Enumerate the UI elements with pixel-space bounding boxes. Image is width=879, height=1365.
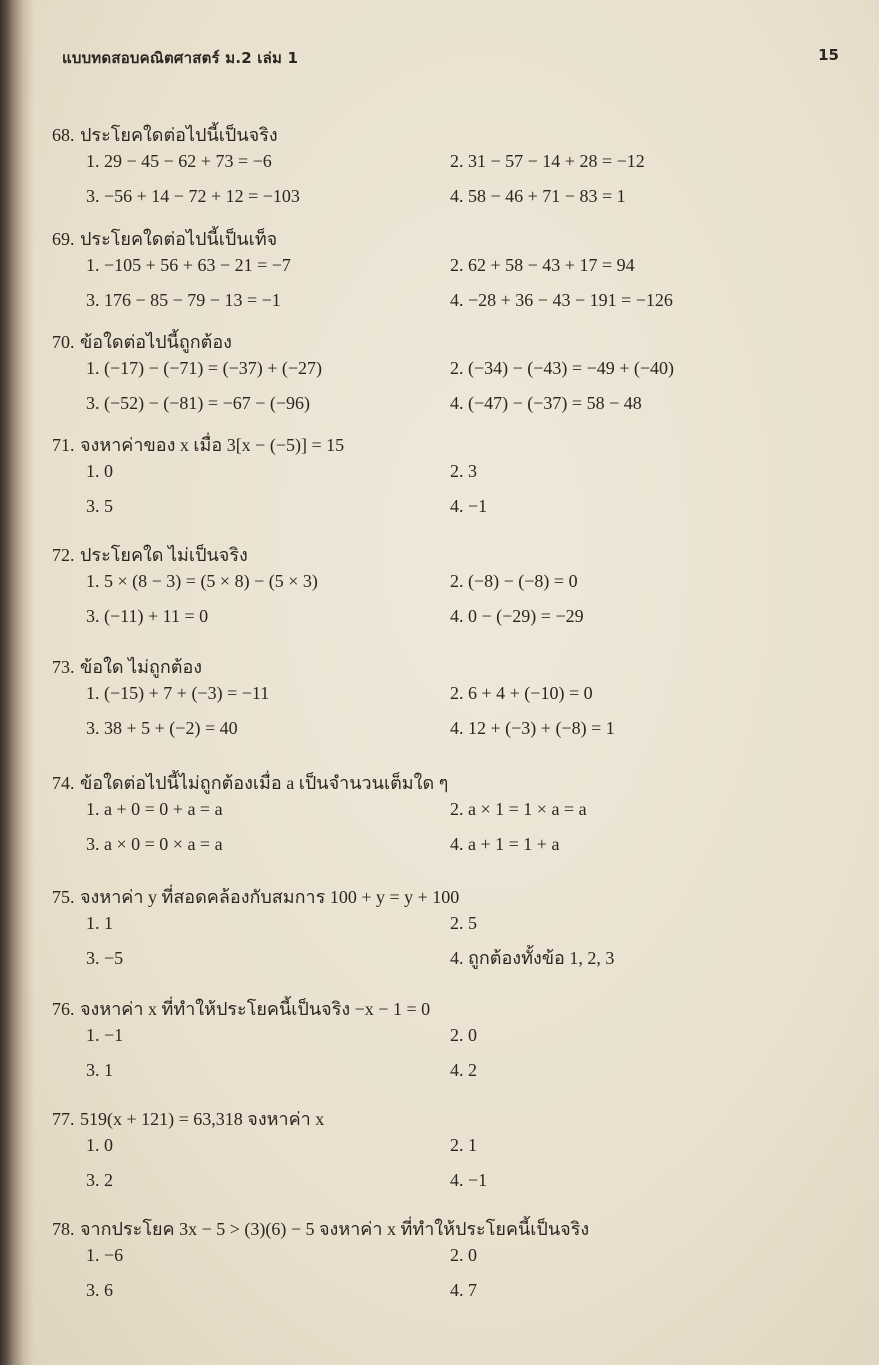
question-number: 75. [52,887,75,907]
question-text: ประโยคใดต่อไปนี้เป็นเท็จ [80,229,278,249]
option-4: 4. a + 1 = 1 + a [450,834,560,854]
question-number: 77. [52,1109,75,1129]
option-3: 3. −56 + 14 − 72 + 12 = −103 [86,186,300,206]
question-69 [52,228,852,324]
option-3: 3. 2 [86,1170,113,1190]
question-number: 74. [52,773,75,793]
question-text: ข้อใด ไม่ถูกต้อง [80,657,203,677]
option-4: 4. −1 [450,496,488,516]
option-3: 3. (−11) + 11 = 0 [86,606,209,626]
option-2: 2. 0 [450,1245,477,1265]
option-1: 1. a + 0 = 0 + a = a [86,799,223,819]
question-76 [52,998,852,1094]
question-77 [52,1108,852,1204]
question-number: 68. [52,125,75,145]
option-1: 1. (−15) + 7 + (−3) = −11 [86,683,270,703]
question-70 [52,331,852,427]
option-3: 3. 176 − 85 − 79 − 13 = −1 [86,290,281,310]
question-text: ประโยคใดต่อไปนี้เป็นจริง [80,125,278,145]
question-number: 73. [52,657,75,677]
question-text: จงหาค่า x ที่ทำให้ประโยคนี้เป็นจริง −x − 1 = 0 [80,999,431,1019]
option-1: 1. −105 + 56 + 63 − 21 = −7 [86,255,291,275]
option-2: 2. 1 [450,1135,477,1155]
option-4: 4. 58 − 46 + 71 − 83 = 1 [450,186,626,206]
option-2: 2. 62 + 58 − 43 + 17 = 94 [450,255,635,275]
question-number: 76. [52,999,75,1019]
question-number: 78. [52,1219,75,1239]
option-1: 1. −1 [86,1025,124,1045]
option-4: 4. 0 − (−29) = −29 [450,606,584,626]
question-text: จงหาค่าของ x เมื่อ 3[x − (−5)] = 15 [80,435,345,455]
question-68 [52,124,852,220]
option-4: 4. 7 [450,1280,477,1300]
option-1: 1. 5 × (8 − 3) = (5 × 8) − (5 × 3) [86,571,318,591]
question-78 [52,1218,852,1314]
option-3: 3. 6 [86,1280,113,1300]
option-4: 4. −1 [450,1170,488,1190]
book-title: แบบทดสอบคณิตศาสตร์ ม.2 เล่ม 1 [62,49,299,67]
book-spine-shadow [0,0,34,1365]
option-1: 1. 0 [86,461,113,481]
option-3: 3. 1 [86,1060,113,1080]
option-4: 4. ถูกต้องทั้งข้อ 1, 2, 3 [450,948,615,968]
option-1: 1. 0 [86,1135,113,1155]
option-3: 3. a × 0 = 0 × a = a [86,834,223,854]
option-1: 1. (−17) − (−71) = (−37) + (−27) [86,358,323,378]
option-3: 3. 38 + 5 + (−2) = 40 [86,718,238,738]
question-number: 72. [52,545,75,565]
question-text: ข้อใดต่อไปนี้ถูกต้อง [80,332,232,352]
option-2: 2. 3 [450,461,477,481]
question-71 [52,434,852,530]
question-text: ประโยคใด ไม่เป็นจริง [80,545,248,565]
option-4: 4. −28 + 36 − 43 − 191 = −126 [450,290,673,310]
option-2: 2. 31 − 57 − 14 + 28 = −12 [450,151,645,171]
option-3: 3. 5 [86,496,113,516]
page-header [62,46,839,70]
option-2: 2. 5 [450,913,477,933]
page-number: 15 [818,46,839,64]
option-4: 4. 12 + (−3) + (−8) = 1 [450,718,615,738]
option-1: 1. 29 − 45 − 62 + 73 = −6 [86,151,272,171]
question-72 [52,544,852,640]
option-2: 2. 0 [450,1025,477,1045]
option-4: 4. 2 [450,1060,477,1080]
question-text: ข้อใดต่อไปนี้ไม่ถูกต้องเมื่อ a เป็นจำนวนเต็มใด ๆ [80,773,449,793]
option-1: 1. −6 [86,1245,124,1265]
option-4: 4. (−47) − (−37) = 58 − 48 [450,393,642,413]
question-number: 71. [52,435,75,455]
question-text: จากประโยค 3x − 5 > (3)(6) − 5 จงหาค่า x ที่ทำให้ประโยคนี้เป็นจริง [80,1219,590,1239]
option-1: 1. 1 [86,913,113,933]
question-number: 69. [52,229,75,249]
option-2: 2. (−8) − (−8) = 0 [450,571,578,591]
question-number: 70. [52,332,75,352]
question-75 [52,886,852,982]
option-2: 2. 6 + 4 + (−10) = 0 [450,683,593,703]
question-73 [52,656,852,752]
option-2: 2. (−34) − (−43) = −49 + (−40) [450,358,675,378]
question-text: 519(x + 121) = 63,318 จงหาค่า x [80,1109,325,1129]
option-2: 2. a × 1 = 1 × a = a [450,799,587,819]
option-3: 3. (−52) − (−81) = −67 − (−96) [86,393,311,413]
option-3: 3. −5 [86,948,124,968]
question-text: จงหาค่า y ที่สอดคล้องกับสมการ 100 + y = y + 100 [80,887,460,907]
question-74 [52,772,852,868]
